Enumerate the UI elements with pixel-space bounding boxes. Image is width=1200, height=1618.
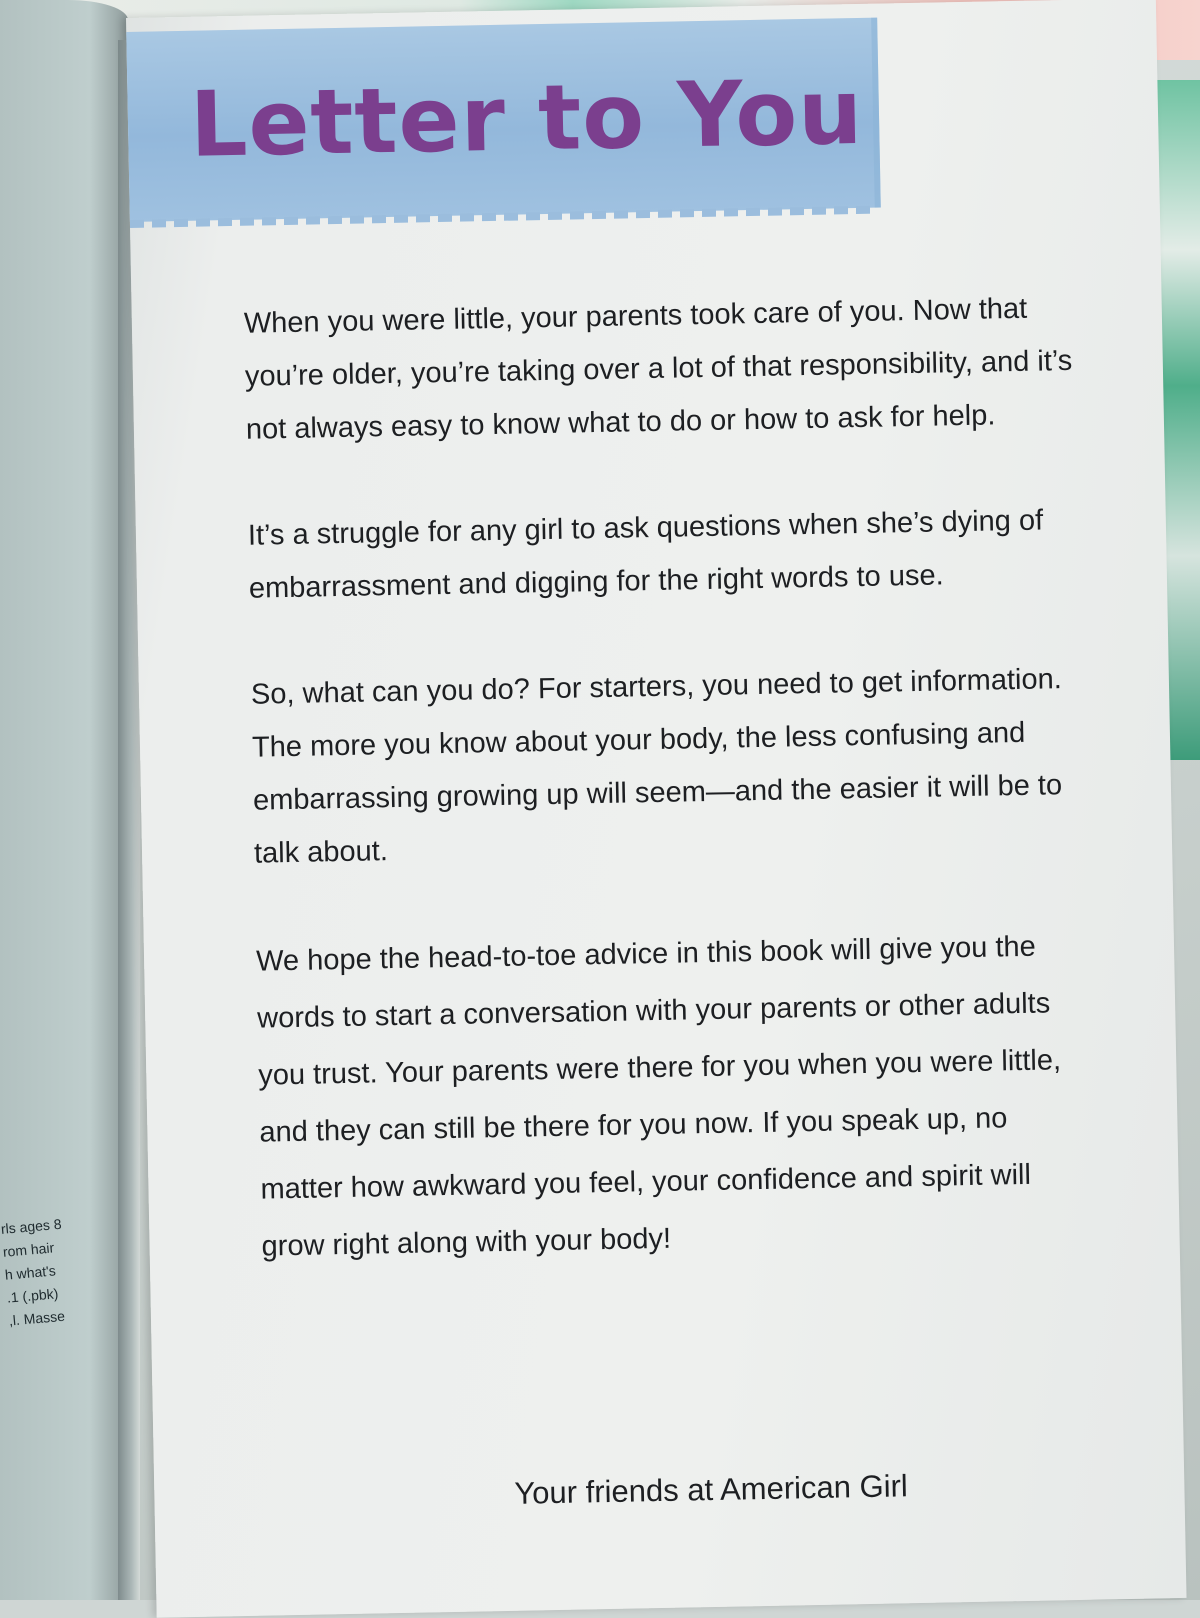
page-title: Letter to You <box>189 59 865 178</box>
paragraph: We hope the head-to-toe advice in this book will give you the words to start a conversation with your parents or other adults you trust. Your parents were there for you when you were little, and they can still be there for you now. If you speak up, no matter how awkward you feel, your confidence and spirit will grow right along with your body! <box>255 930 1062 1263</box>
cut-line: rom hair <box>2 1239 55 1260</box>
paragraph: It’s a struggle for any girl to ask questions when she’s dying of embarrassment and digging for the right words to use. <box>247 504 1044 605</box>
title-banner <box>126 18 881 222</box>
cut-line: h what's <box>4 1262 57 1283</box>
cut-line: (pbk.) 1. <box>6 1285 59 1306</box>
left-page-cut-text <box>0 1211 90 1333</box>
paragraph: When you were little, your parents took care of you. Now that you’re older, you’re taking over a lot of that responsibility, and it’s not always easy to know what to do or how to ask for help. <box>243 292 1073 446</box>
right-page <box>126 0 1187 1618</box>
cut-line: rls ages 8 <box>0 1215 63 1237</box>
paragraph: So, what can you do? For starters, you need to get information. The more you know about your body, the less confusing and embarrassing growing up will seem—and the easier it will be to talk about. <box>250 663 1063 870</box>
letter-signoff: Your friends at American Girl <box>514 1468 909 1511</box>
letter-body <box>243 282 1093 1329</box>
left-page <box>0 0 128 1600</box>
cut-line: l. Masse, <box>8 1307 66 1329</box>
